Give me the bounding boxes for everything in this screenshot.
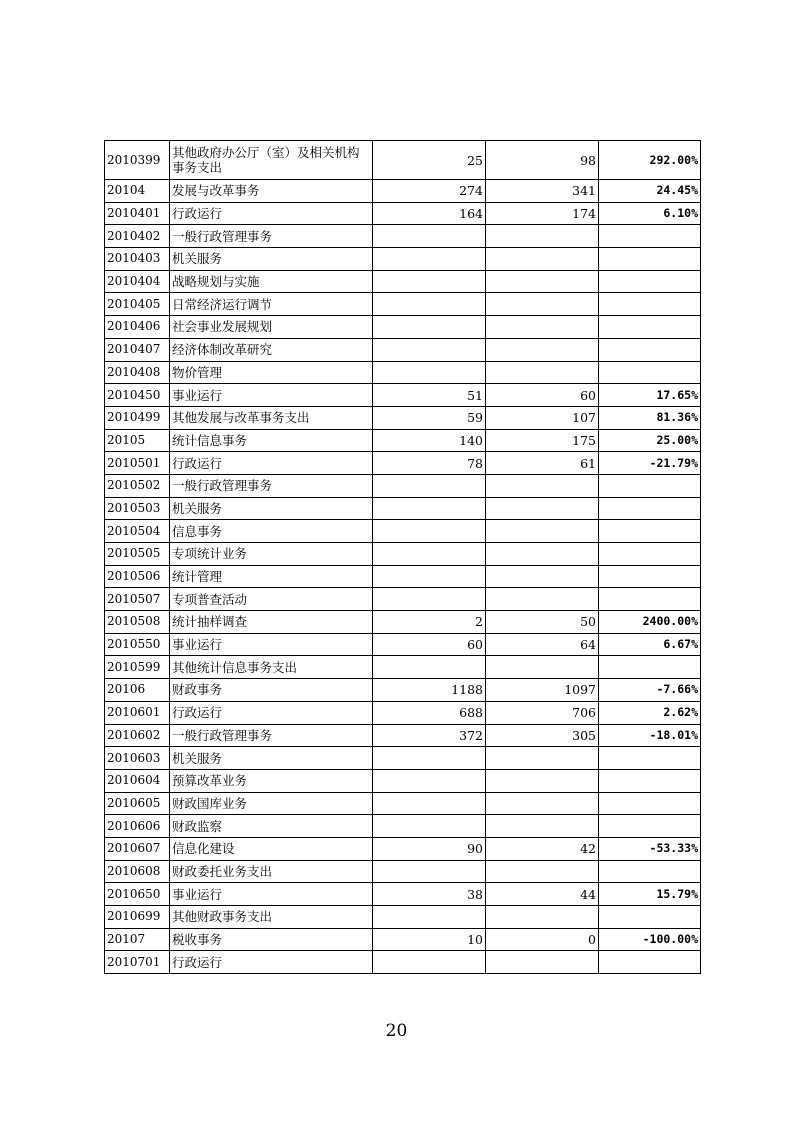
cell-current-amount: 0: [486, 928, 599, 951]
cell-code: 20106: [105, 679, 170, 702]
cell-prior-amount: 688: [373, 701, 486, 724]
cell-code: 2010505: [105, 543, 170, 566]
table-row: [105, 141, 701, 180]
cell-change-percent: -100.00%: [599, 928, 701, 951]
budget-table: [104, 140, 701, 974]
cell-prior-amount: 10: [373, 928, 486, 951]
cell-code: 2010504: [105, 520, 170, 543]
cell-change-percent: [599, 316, 701, 339]
cell-code: 2010506: [105, 565, 170, 588]
cell-code: 2010601: [105, 701, 170, 724]
cell-prior-amount: 38: [373, 883, 486, 906]
table-row: [105, 701, 701, 724]
cell-current-amount: [486, 293, 599, 316]
cell-code: 2010403: [105, 248, 170, 271]
table-row: [105, 633, 701, 656]
cell-item-name: 事业运行: [170, 633, 373, 656]
cell-prior-amount: [373, 316, 486, 339]
table-row: [105, 611, 701, 634]
cell-prior-amount: [373, 860, 486, 883]
cell-prior-amount: [373, 769, 486, 792]
table-row: [105, 860, 701, 883]
cell-code: 20105: [105, 429, 170, 452]
cell-item-name: 其他统计信息事务支出: [170, 656, 373, 679]
table-row: [105, 543, 701, 566]
page-number: 20: [385, 1021, 408, 1041]
cell-item-name: 统计管理: [170, 565, 373, 588]
cell-current-amount: [486, 769, 599, 792]
cell-change-percent: [599, 769, 701, 792]
cell-item-name: 专项统计业务: [170, 543, 373, 566]
cell-current-amount: 50: [486, 611, 599, 634]
cell-code: 2010550: [105, 633, 170, 656]
cell-code: 2010701: [105, 951, 170, 974]
table-row: [105, 883, 701, 906]
cell-item-name: 信息事务: [170, 520, 373, 543]
cell-item-name: 战略规划与实施: [170, 270, 373, 293]
cell-current-amount: 60: [486, 384, 599, 407]
table-row: [105, 384, 701, 407]
cell-item-name: 行政运行: [170, 951, 373, 974]
cell-code: 2010407: [105, 338, 170, 361]
budget-table-body: [105, 141, 701, 974]
cell-prior-amount: 25: [373, 141, 486, 180]
cell-change-percent: [599, 860, 701, 883]
cell-code: 2010508: [105, 611, 170, 634]
cell-prior-amount: [373, 747, 486, 770]
cell-prior-amount: [373, 792, 486, 815]
cell-change-percent: [599, 588, 701, 611]
cell-change-percent: -18.01%: [599, 724, 701, 747]
cell-change-percent: [599, 906, 701, 929]
cell-current-amount: 61: [486, 452, 599, 475]
cell-code: 2010605: [105, 792, 170, 815]
cell-current-amount: 64: [486, 633, 599, 656]
cell-item-name: 一般行政管理事务: [170, 225, 373, 248]
cell-prior-amount: 60: [373, 633, 486, 656]
cell-current-amount: 1097: [486, 679, 599, 702]
cell-item-name: 财政委托业务支出: [170, 860, 373, 883]
table-row: [105, 316, 701, 339]
cell-item-name: 物价管理: [170, 361, 373, 384]
cell-change-percent: [599, 520, 701, 543]
cell-code: 2010607: [105, 837, 170, 860]
cell-change-percent: -7.66%: [599, 679, 701, 702]
cell-code: 20104: [105, 180, 170, 203]
cell-prior-amount: 2: [373, 611, 486, 634]
cell-item-name: 机关服务: [170, 747, 373, 770]
cell-code: 2010499: [105, 406, 170, 429]
table-row: [105, 202, 701, 225]
cell-change-percent: [599, 792, 701, 815]
cell-change-percent: 15.79%: [599, 883, 701, 906]
table-row: [105, 679, 701, 702]
cell-change-percent: [599, 747, 701, 770]
table-row: [105, 406, 701, 429]
cell-prior-amount: 51: [373, 384, 486, 407]
cell-code: 2010608: [105, 860, 170, 883]
table-row: [105, 248, 701, 271]
cell-change-percent: [599, 338, 701, 361]
cell-current-amount: [486, 361, 599, 384]
cell-change-percent: [599, 293, 701, 316]
cell-change-percent: [599, 225, 701, 248]
cell-item-name: 事业运行: [170, 883, 373, 906]
cell-prior-amount: 372: [373, 724, 486, 747]
cell-prior-amount: [373, 248, 486, 271]
cell-code: 2010603: [105, 747, 170, 770]
cell-prior-amount: 274: [373, 180, 486, 203]
cell-item-name: 社会事业发展规划: [170, 316, 373, 339]
cell-change-percent: 6.10%: [599, 202, 701, 225]
cell-change-percent: 25.00%: [599, 429, 701, 452]
cell-current-amount: 42: [486, 837, 599, 860]
table-row: [105, 815, 701, 838]
cell-code: 2010502: [105, 474, 170, 497]
table-row: [105, 906, 701, 929]
cell-prior-amount: 140: [373, 429, 486, 452]
cell-prior-amount: [373, 497, 486, 520]
table-row: [105, 656, 701, 679]
cell-current-amount: 341: [486, 180, 599, 203]
table-row: [105, 747, 701, 770]
cell-change-percent: [599, 565, 701, 588]
cell-current-amount: [486, 656, 599, 679]
cell-code: 2010401: [105, 202, 170, 225]
cell-code: 20107: [105, 928, 170, 951]
cell-prior-amount: [373, 951, 486, 974]
cell-code: 2010450: [105, 384, 170, 407]
cell-change-percent: [599, 361, 701, 384]
cell-prior-amount: [373, 656, 486, 679]
cell-change-percent: 2.62%: [599, 701, 701, 724]
table-row: [105, 565, 701, 588]
cell-code: 2010503: [105, 497, 170, 520]
cell-item-name: 日常经济运行调节: [170, 293, 373, 316]
cell-code: 2010602: [105, 724, 170, 747]
cell-prior-amount: [373, 588, 486, 611]
cell-change-percent: 6.67%: [599, 633, 701, 656]
cell-current-amount: [486, 248, 599, 271]
cell-change-percent: 292.00%: [599, 141, 701, 180]
cell-item-name: 税收事务: [170, 928, 373, 951]
cell-change-percent: -21.79%: [599, 452, 701, 475]
table-row: [105, 180, 701, 203]
cell-change-percent: [599, 248, 701, 271]
cell-current-amount: [486, 225, 599, 248]
table-row: [105, 724, 701, 747]
cell-change-percent: [599, 497, 701, 520]
cell-current-amount: [486, 270, 599, 293]
cell-item-name: 财政国库业务: [170, 792, 373, 815]
cell-current-amount: [486, 906, 599, 929]
cell-change-percent: [599, 815, 701, 838]
cell-current-amount: [486, 588, 599, 611]
table-row: [105, 429, 701, 452]
cell-item-name: 其他发展与改革事务支出: [170, 406, 373, 429]
cell-change-percent: 81.36%: [599, 406, 701, 429]
cell-item-name: 财政监察: [170, 815, 373, 838]
table-row: [105, 792, 701, 815]
cell-item-name: 统计抽样调查: [170, 611, 373, 634]
cell-prior-amount: [373, 565, 486, 588]
table-row: [105, 225, 701, 248]
cell-change-percent: 24.45%: [599, 180, 701, 203]
cell-item-name: 财政事务: [170, 679, 373, 702]
cell-current-amount: [486, 860, 599, 883]
cell-item-name: 经济体制改革研究: [170, 338, 373, 361]
cell-prior-amount: 1188: [373, 679, 486, 702]
cell-current-amount: [486, 497, 599, 520]
cell-code: 2010406: [105, 316, 170, 339]
cell-item-name: 专项普查活动: [170, 588, 373, 611]
cell-item-name: 行政运行: [170, 202, 373, 225]
cell-change-percent: [599, 656, 701, 679]
cell-current-amount: [486, 747, 599, 770]
cell-item-name: 事业运行: [170, 384, 373, 407]
cell-current-amount: [486, 815, 599, 838]
cell-change-percent: 2400.00%: [599, 611, 701, 634]
cell-code: 2010606: [105, 815, 170, 838]
cell-current-amount: [486, 474, 599, 497]
cell-item-name: 其他政府办公厅（室）及相关机构事务支出: [170, 141, 373, 180]
cell-current-amount: [486, 338, 599, 361]
cell-current-amount: [486, 792, 599, 815]
cell-current-amount: [486, 316, 599, 339]
cell-prior-amount: [373, 338, 486, 361]
cell-prior-amount: [373, 474, 486, 497]
table-row: [105, 361, 701, 384]
cell-code: 2010604: [105, 769, 170, 792]
table-row: [105, 270, 701, 293]
cell-item-name: 一般行政管理事务: [170, 474, 373, 497]
cell-change-percent: -53.33%: [599, 837, 701, 860]
cell-item-name: 预算改革业务: [170, 769, 373, 792]
table-row: [105, 452, 701, 475]
cell-prior-amount: 164: [373, 202, 486, 225]
cell-item-name: 发展与改革事务: [170, 180, 373, 203]
table-row: [105, 338, 701, 361]
cell-prior-amount: [373, 270, 486, 293]
table-row: [105, 474, 701, 497]
cell-item-name: 机关服务: [170, 248, 373, 271]
cell-current-amount: 44: [486, 883, 599, 906]
cell-code: 2010699: [105, 906, 170, 929]
cell-prior-amount: 78: [373, 452, 486, 475]
table-row: [105, 588, 701, 611]
cell-prior-amount: [373, 543, 486, 566]
table-row: [105, 293, 701, 316]
cell-current-amount: 174: [486, 202, 599, 225]
cell-prior-amount: 90: [373, 837, 486, 860]
cell-code: 2010404: [105, 270, 170, 293]
cell-current-amount: 98: [486, 141, 599, 180]
cell-prior-amount: [373, 293, 486, 316]
cell-item-name: 机关服务: [170, 497, 373, 520]
cell-change-percent: [599, 474, 701, 497]
cell-item-name: 统计信息事务: [170, 429, 373, 452]
cell-current-amount: [486, 520, 599, 543]
cell-prior-amount: [373, 361, 486, 384]
cell-code: 2010650: [105, 883, 170, 906]
table-row: [105, 769, 701, 792]
table-row: [105, 928, 701, 951]
cell-change-percent: [599, 270, 701, 293]
cell-code: 2010507: [105, 588, 170, 611]
cell-item-name: 信息化建设: [170, 837, 373, 860]
cell-item-name: 行政运行: [170, 701, 373, 724]
table-row: [105, 497, 701, 520]
table-row: [105, 951, 701, 974]
cell-current-amount: 175: [486, 429, 599, 452]
cell-code: 2010405: [105, 293, 170, 316]
cell-current-amount: [486, 565, 599, 588]
cell-prior-amount: [373, 520, 486, 543]
cell-item-name: 一般行政管理事务: [170, 724, 373, 747]
cell-change-percent: [599, 543, 701, 566]
table-row: [105, 520, 701, 543]
cell-item-name: 其他财政事务支出: [170, 906, 373, 929]
cell-code: 2010402: [105, 225, 170, 248]
cell-change-percent: [599, 951, 701, 974]
cell-current-amount: 305: [486, 724, 599, 747]
cell-item-name: 行政运行: [170, 452, 373, 475]
cell-current-amount: [486, 543, 599, 566]
cell-current-amount: 706: [486, 701, 599, 724]
table-row: [105, 837, 701, 860]
cell-code: 2010399: [105, 141, 170, 180]
cell-code: 2010501: [105, 452, 170, 475]
cell-prior-amount: 59: [373, 406, 486, 429]
cell-change-percent: 17.65%: [599, 384, 701, 407]
cell-prior-amount: [373, 225, 486, 248]
cell-prior-amount: [373, 815, 486, 838]
cell-current-amount: 107: [486, 406, 599, 429]
cell-prior-amount: [373, 906, 486, 929]
cell-current-amount: [486, 951, 599, 974]
cell-code: 2010599: [105, 656, 170, 679]
cell-code: 2010408: [105, 361, 170, 384]
